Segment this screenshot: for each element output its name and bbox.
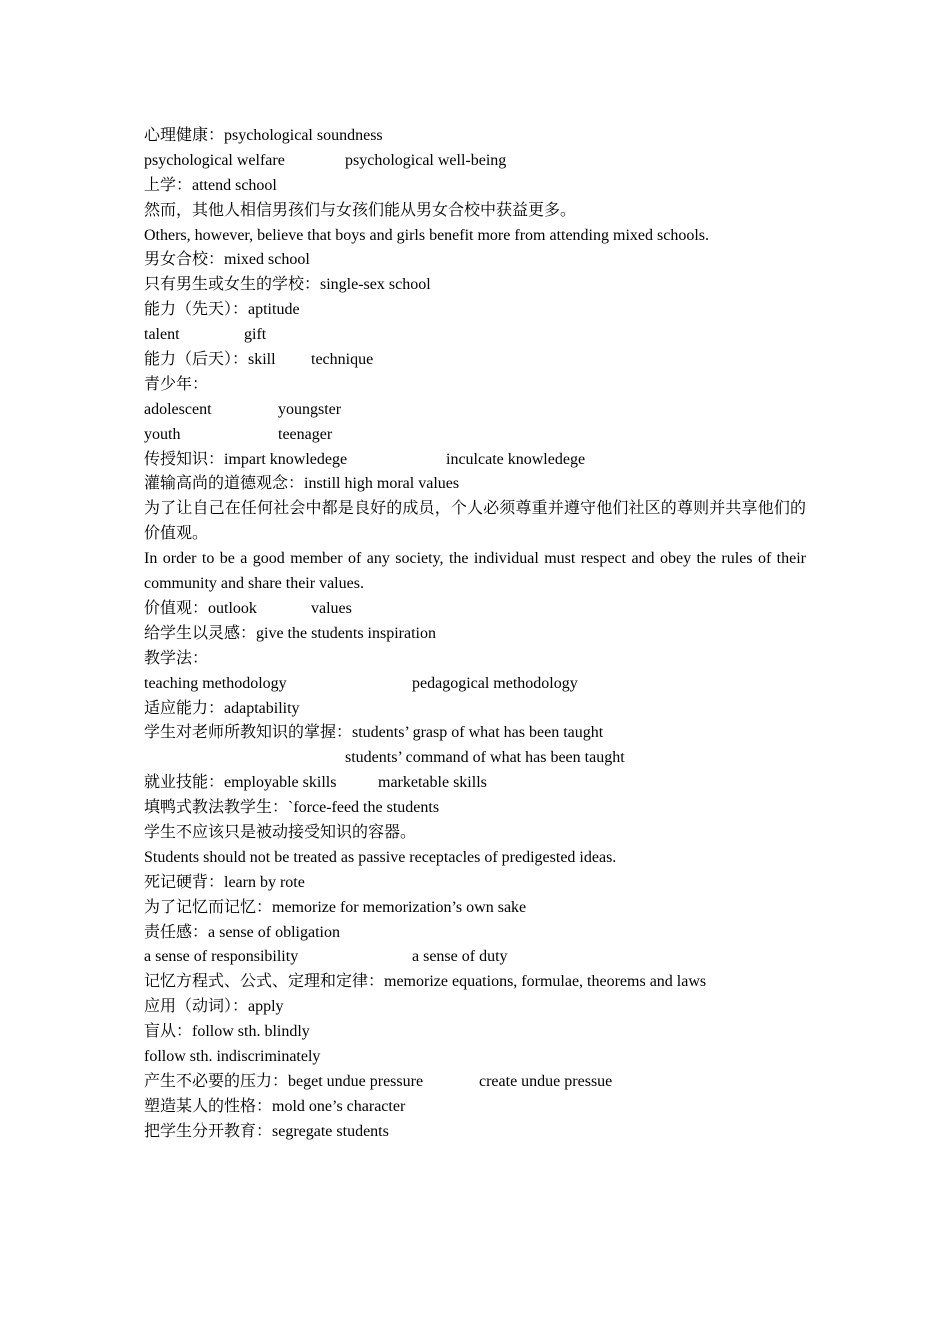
text-line — [144, 995, 806, 1020]
term-primary: 塑造某人的性格：mold one’s character — [144, 1097, 406, 1115]
text-line — [144, 398, 806, 423]
term-primary: follow sth. indiscriminately — [144, 1048, 321, 1066]
vocab-block-1 — [144, 124, 806, 497]
text-line — [144, 472, 806, 497]
term-primary: 记忆方程式、公式、定理和定律：memorize equations, formulae, theorems and laws — [144, 973, 707, 991]
term-primary: 学生对老师所教知识的掌握：students’ grasp of what has been taught — [144, 724, 604, 742]
text-line — [144, 448, 806, 473]
text-line — [144, 199, 806, 224]
text-line — [144, 821, 806, 846]
term-primary: 上学：attend school — [144, 176, 277, 194]
text-line — [144, 647, 806, 672]
text-line — [144, 348, 806, 373]
text-line — [144, 970, 806, 995]
text-line — [144, 871, 806, 896]
text-line — [144, 622, 806, 647]
term-primary: 应用（动词）：apply — [144, 998, 284, 1016]
term-primary: 心理健康：psychological soundness — [144, 127, 383, 144]
text-line — [144, 746, 806, 771]
text-line — [144, 1095, 806, 1120]
term-primary: youth — [144, 425, 181, 443]
term-primary: 为了记忆而记忆：memorize for memorization’s own sake — [144, 898, 527, 916]
text-line — [144, 149, 806, 174]
term-alternative: create undue pressue — [479, 1072, 613, 1090]
term-primary: 适应能力：adaptability — [144, 699, 300, 717]
term-primary: a sense of responsibility — [144, 948, 299, 966]
text-line — [144, 896, 806, 921]
term-primary: Students should not be treated as passive receptacles of predigested ideas. — [144, 848, 617, 866]
text-line — [144, 1070, 806, 1095]
term-primary: 价值观：outlook — [144, 599, 257, 617]
term-primary: Others, however, believe that boys and girls benefit more from attending mixed schools. — [144, 226, 709, 244]
text-line — [144, 1020, 806, 1045]
vocab-block-2 — [144, 597, 806, 1145]
text-line — [144, 846, 806, 871]
term-primary: 青少年： — [144, 375, 209, 393]
term-alternative: technique — [311, 351, 374, 369]
term-primary: 产生不必要的压力：beget undue pressure — [144, 1072, 424, 1090]
term-alternative: gift — [244, 326, 267, 344]
term-primary: 只有男生或女生的学校：single-sex school — [144, 276, 431, 294]
term-primary: talent — [144, 326, 180, 344]
document-page — [144, 124, 806, 1145]
text-line — [144, 697, 806, 722]
term-primary: 能力（后天）：skill — [144, 351, 276, 369]
text-line — [144, 373, 806, 398]
term-primary: adolescent — [144, 400, 212, 418]
term-primary: 然而，其他人相信男孩们与女孩们能从男女合校中获益更多。 — [144, 201, 577, 219]
text-line — [144, 124, 806, 149]
text-line — [144, 945, 806, 970]
text-line — [144, 771, 806, 796]
term-alternative: values — [311, 599, 352, 617]
text-line — [144, 273, 806, 298]
paragraph-chinese: 为了让自己在任何社会中都是良好的成员，个人必须尊重并遵守他们社区的尊则并共享他们的价值观。 — [144, 500, 806, 543]
term-primary: 传授知识：impart knowledege — [144, 450, 348, 468]
text-line — [144, 597, 806, 622]
text-line — [144, 1120, 806, 1145]
term-alternative: youngster — [278, 400, 342, 418]
term-primary: 责任感：a sense of obligation — [144, 923, 340, 941]
term-alternative: teenager — [278, 425, 333, 443]
term-primary: 盲从：follow sth. blindly — [144, 1023, 310, 1041]
term-primary: 灌输高尚的道德观念：instill high moral values — [144, 475, 460, 493]
text-line — [144, 224, 806, 249]
text-line — [144, 721, 806, 746]
term-alternative: a sense of duty — [412, 948, 508, 966]
term-primary: psychological welfare — [144, 151, 285, 169]
text-line — [144, 1045, 806, 1070]
term-primary: 能力（先天）：aptitude — [144, 301, 300, 319]
paragraph-english: In order to be a good member of any society, the individual must respect and obey the rules of their community and share their values. — [144, 550, 806, 593]
text-line — [144, 248, 806, 273]
text-line — [144, 174, 806, 199]
term-primary: 学生不应该只是被动接受知识的容器。 — [144, 824, 417, 841]
text-line — [144, 672, 806, 697]
term-primary: 教学法： — [144, 649, 209, 667]
term-primary: 死记硬背：learn by rote — [144, 873, 305, 891]
text-line — [144, 298, 806, 323]
text-line — [144, 921, 806, 946]
term-primary: 男女合校：mixed school — [144, 251, 310, 269]
term-alternative: students’ command of what has been taught — [345, 749, 625, 767]
term-alternative: inculcate knowledege — [446, 450, 586, 468]
term-alternative: psychological well-being — [345, 151, 507, 169]
text-line — [144, 423, 806, 448]
term-primary: teaching methodology — [144, 674, 287, 692]
term-primary: 就业技能：employable skills — [144, 774, 337, 792]
text-line — [144, 323, 806, 348]
term-alternative: marketable skills — [378, 774, 487, 792]
term-alternative: pedagogical methodology — [412, 674, 578, 692]
text-line — [144, 796, 806, 821]
term-primary: 把学生分开教育：segregate students — [144, 1122, 389, 1140]
term-primary: 填鸭式教法教学生：`force-feed the students — [144, 799, 440, 817]
term-primary: 给学生以灵感：give the students inspiration — [144, 624, 436, 642]
